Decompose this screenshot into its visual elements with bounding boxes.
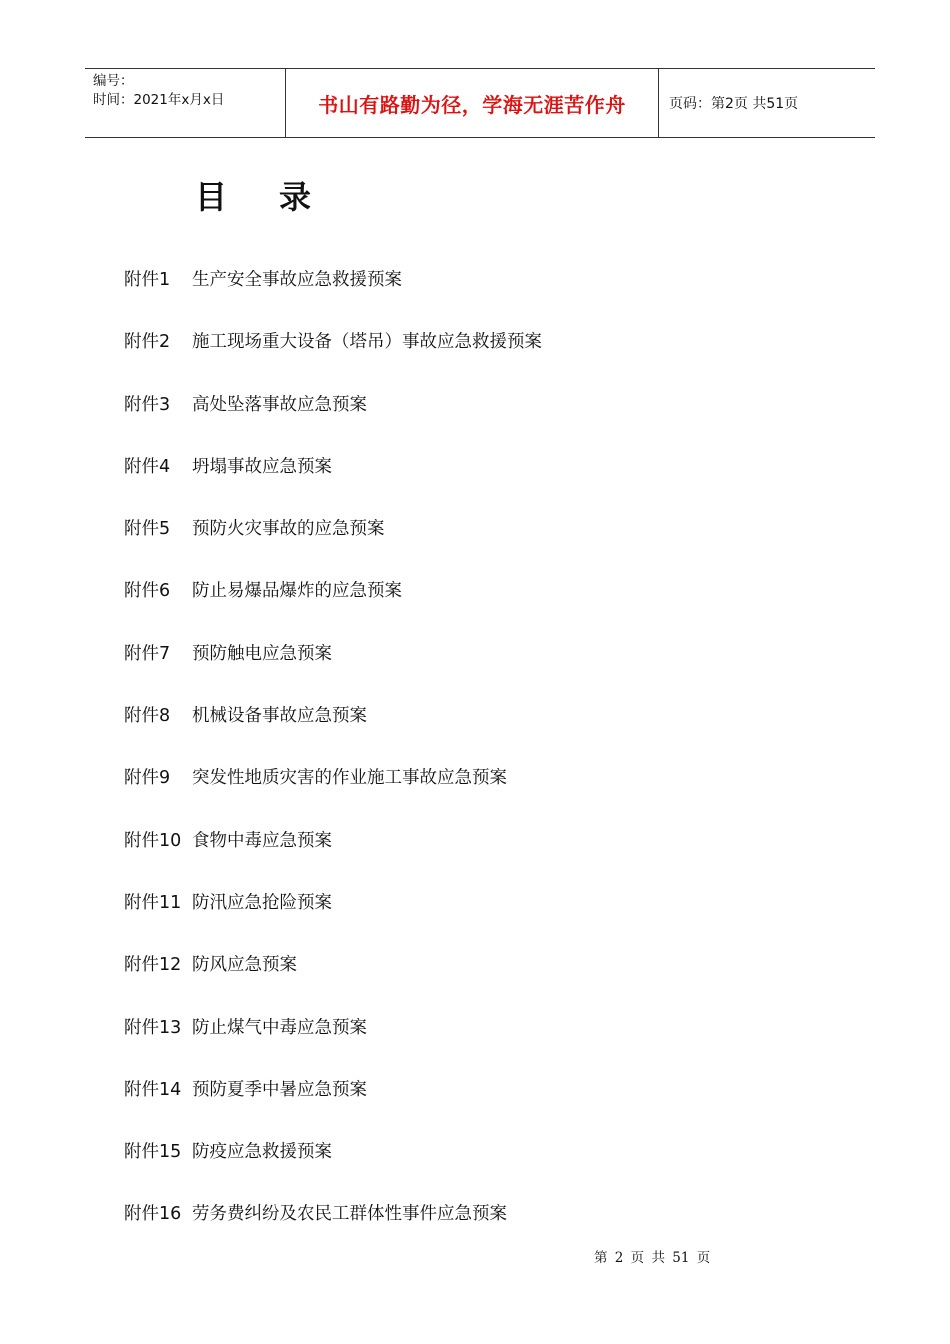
toc-entry-number: 附件11 <box>124 892 182 913</box>
toc-entry-number: 附件3 <box>124 394 171 415</box>
page-title: 目录 <box>195 178 364 216</box>
toc-entry-title: 防汛应急抢险预案 <box>192 892 332 913</box>
toc-entry-title: 预防夏季中暑应急预案 <box>192 1079 367 1100</box>
toc-entry-number: 附件15 <box>124 1142 182 1163</box>
header-motto: 书山有路勤为径，学海无涯苦作舟 <box>286 69 659 137</box>
toc-entry[interactable] <box>124 1200 542 1262</box>
toc-entry-title: 机械设备事故应急预案 <box>192 706 367 727</box>
toc-entry-number: 附件8 <box>124 706 171 727</box>
toc-entry-number: 附件5 <box>124 519 171 540</box>
toc-entry[interactable] <box>124 951 542 1013</box>
toc-entry[interactable] <box>124 328 542 390</box>
toc-entry-title: 预防触电应急预案 <box>192 643 332 664</box>
toc-entry[interactable] <box>124 1138 542 1200</box>
toc-entry[interactable] <box>124 702 542 764</box>
toc-entry-title: 预防火灾事故的应急预案 <box>192 519 385 540</box>
toc-entry[interactable] <box>124 1076 542 1138</box>
toc-entry-number: 附件16 <box>124 1204 182 1225</box>
toc-entry-number: 附件7 <box>124 643 171 664</box>
toc-entry-number: 附件1 <box>124 270 171 290</box>
toc-entry[interactable] <box>124 391 542 453</box>
page-footer: 第 2 页 共 51 页 <box>594 1250 711 1266</box>
toc-entry-title: 防疫应急救援预案 <box>192 1142 332 1163</box>
toc-entry-number: 附件4 <box>124 456 171 477</box>
toc-entry-number: 附件13 <box>124 1017 182 1038</box>
toc-entry-title: 施工现场重大设备（塔吊）事故应急救援预案 <box>192 332 542 353</box>
toc-entry-number: 附件12 <box>124 955 182 976</box>
toc-entry[interactable] <box>124 889 542 951</box>
toc-entry-title: 防止煤气中毒应急预案 <box>192 1017 367 1038</box>
toc-entry-number: 附件9 <box>124 768 171 789</box>
document-time-label: 时间：2021年x月x日 <box>93 92 225 108</box>
toc-entry[interactable] <box>124 577 542 639</box>
toc-entry[interactable] <box>124 515 542 577</box>
header-meta <box>85 69 286 137</box>
toc-entry-title: 高处坠落事故应急预案 <box>192 394 367 415</box>
toc-entry-number: 附件10 <box>124 830 182 851</box>
page-header <box>85 68 875 138</box>
toc-entry[interactable] <box>124 764 542 826</box>
toc-entry-number: 附件2 <box>124 332 171 353</box>
toc-entry-number: 附件14 <box>124 1079 182 1100</box>
document-number-label: 编号： <box>93 73 134 89</box>
toc-entry-title: 防风应急预案 <box>192 955 297 976</box>
header-page-info: 页码：第2页 共51页 <box>669 96 799 112</box>
toc-entry[interactable] <box>124 1014 542 1076</box>
toc-entry[interactable] <box>124 453 542 515</box>
toc-entry-title: 防止易爆品爆炸的应急预案 <box>192 581 402 602</box>
toc-entry[interactable] <box>124 640 542 702</box>
toc-entry-title: 突发性地质灾害的作业施工事故应急预案 <box>192 768 507 789</box>
toc-entry-title: 坍塌事故应急预案 <box>192 456 332 477</box>
table-of-contents <box>124 266 542 1263</box>
toc-entry[interactable] <box>124 827 542 889</box>
toc-entry-number: 附件6 <box>124 581 171 602</box>
toc-entry-title: 食物中毒应急预案 <box>192 830 332 851</box>
toc-entry[interactable] <box>124 266 542 328</box>
toc-entry-title: 劳务费纠纷及农民工群体性事件应急预案 <box>192 1204 507 1225</box>
toc-entry-title: 生产安全事故应急救援预案 <box>192 270 402 290</box>
